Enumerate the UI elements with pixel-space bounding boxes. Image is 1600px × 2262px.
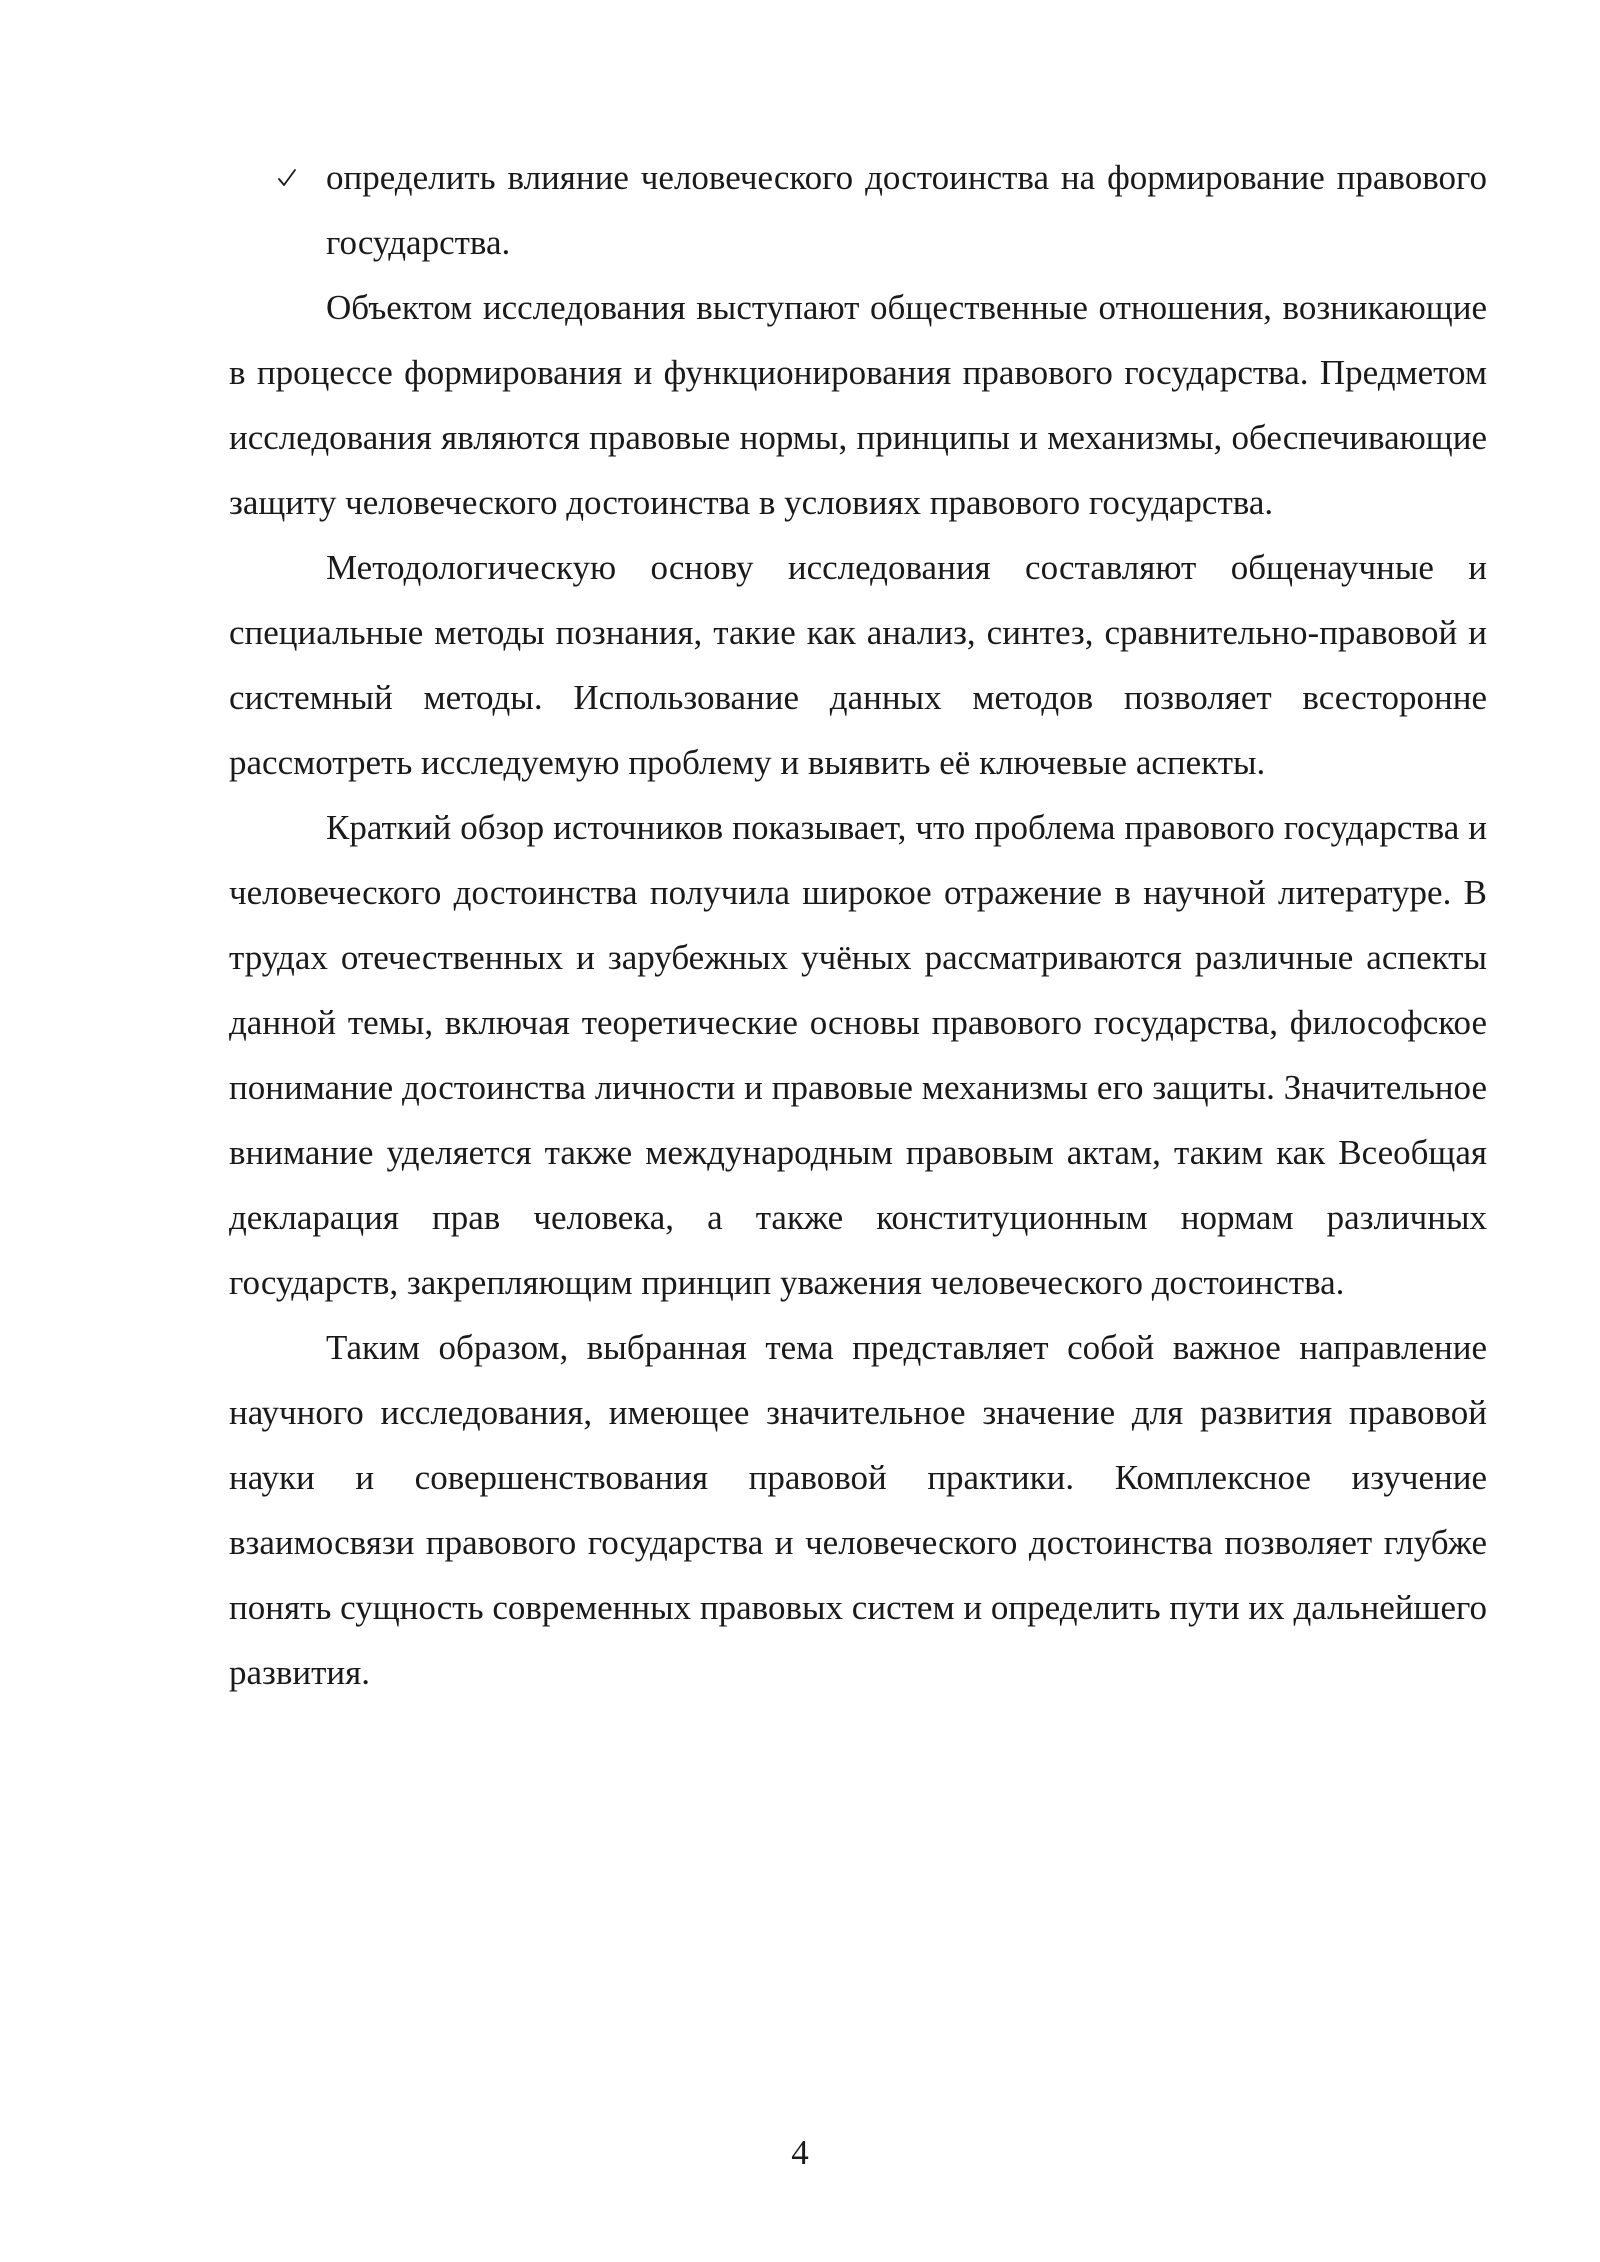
page-number: 4 xyxy=(791,2133,809,2172)
paragraph-sources-review: Краткий обзор источников показывает, что проблема правового государства и человеческого достоинства получила широкое отражение в научной литературе. В трудах отечественных и зарубежных учёных рассматриваются различные аспекты данной темы, включая теоретические основы правового государства, философское понимание достоинства личности и правовые механизмы его защиты. Значительное внимание уделяется также международным правовым актам, таким как Всеобщая декларация прав человека, а также конституционным нормам различных государств, закрепляющим принцип уважения человеческого достоинства. xyxy=(229,808,1487,1302)
page-content xyxy=(229,145,1487,1705)
checkmark-icon xyxy=(277,145,307,210)
paragraph-object-subject: Объектом исследования выступают общественные отношения, возникающие в процессе формирования и функционирования правового государства. Предметом исследования являются правовые нормы, принципы и механизмы, обеспечивающие защиту человеческого достоинства в условиях правового государства. xyxy=(229,288,1487,522)
bullet-text: определить влияние человеческого достоинства на формирование правового государства. xyxy=(326,158,1487,262)
paragraph-conclusion: Таким образом, выбранная тема представляет собой важное направление научного исследования, имеющее значительное значение для развития правовой науки и совершенствования правовой практики. Комплексное изучение взаимосвязи правового государства и человеческого достоинства позволяет глубже понять сущность современных правовых систем и определить пути их дальнейшего развития. xyxy=(229,1328,1487,1692)
bullet-list-item xyxy=(229,145,1487,275)
paragraph-methodology: Методологическую основу исследования составляют общенаучные и специальные методы познания, такие как анализ, синтез, сравнительно-правовой и системный методы. Использование данных методов позволяет всесторонне рассмотреть исследуемую проблему и выявить её ключевые аспекты. xyxy=(229,548,1487,782)
